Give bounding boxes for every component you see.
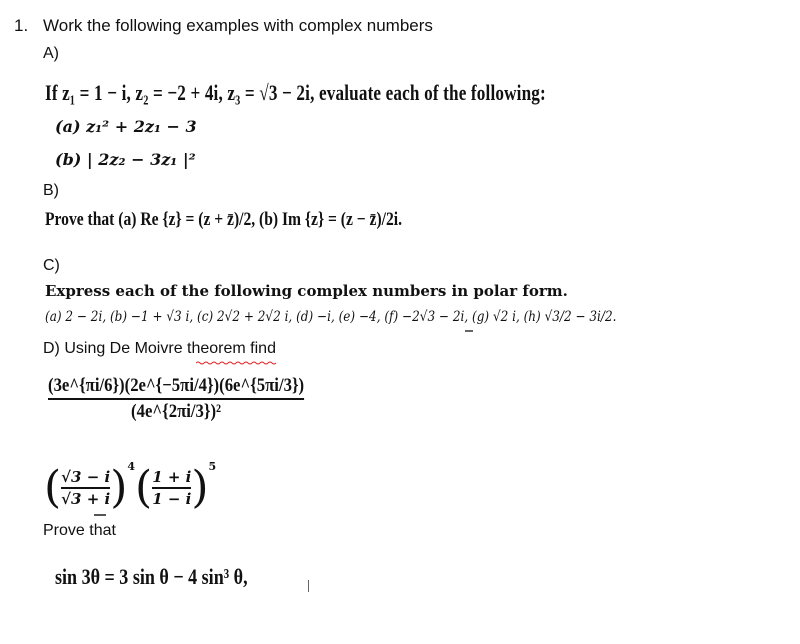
section-a-label: A) (43, 45, 59, 62)
section-b-label: B) (43, 182, 59, 199)
section-a-item-a: (a) z₁² + 2z₁ − 3 (55, 117, 197, 136)
trig-identity: sin 3θ = 3 sin θ − 4 sin³ θ, (55, 564, 248, 589)
expression-2-fraction-1-numerator: √3 − i (61, 468, 111, 487)
section-b-statement: Prove that (a) Re {z} = (z + z̄)/2, (b) Im {z} = (z − z̄)/2i. (45, 209, 402, 230)
right-paren: ) (110, 462, 128, 513)
problem-heading: Work the following examples with complex numbers (43, 16, 433, 35)
text-cursor (308, 580, 309, 592)
section-a-item-b: (b) | 2z₂ − 3z₁ |² (55, 150, 196, 169)
expression-2-exponent-2: 5 (208, 460, 217, 473)
expression-2-fraction-2-numerator: 1 + i (152, 468, 192, 487)
overline-mark (465, 330, 473, 332)
demoivre-expression-2 (44, 456, 216, 520)
left-paren: ( (135, 462, 153, 513)
problem-number: 1. (14, 16, 29, 35)
section-d-label: D) Using De Moivre theorem find (43, 340, 276, 357)
overline-mark (94, 514, 106, 516)
fraction-bar (61, 487, 110, 489)
left-paren: ( (44, 462, 62, 513)
expression-2-fraction-1 (61, 468, 110, 508)
section-a-statement: If z₁ = 1 − i, z₂ = −2 + 4i, z₃ = √3 − 2i, evaluate each of the following: (45, 80, 546, 105)
expression-1-denominator: (4e^{2πi/3})² (131, 400, 222, 422)
fraction-bar (152, 487, 191, 489)
spellcheck-underline (196, 361, 278, 365)
demoivre-expression-1 (48, 375, 304, 423)
expression-2-exponent-1: 4 (127, 460, 136, 473)
section-c-label: C) (43, 257, 60, 274)
expression-2-fraction-2 (152, 468, 191, 508)
section-c-statement: Express each of the following complex numbers in polar form. (45, 282, 568, 300)
expression-2-fraction-1-denominator: √3 + i (61, 489, 111, 508)
right-paren: ) (191, 462, 209, 513)
prove-label: Prove that (43, 522, 116, 539)
expression-1-numerator: (3e^{πi/6})(2e^{−5πi/4})(6e^{5πi/3}) (48, 375, 305, 396)
fraction-bar (48, 398, 304, 400)
expression-2-fraction-2-denominator: 1 − i (152, 489, 192, 508)
section-c-items: (a) 2 − 2i, (b) −1 + √3 i, (c) 2√2 + 2√2 i, (d) −i, (e) −4, (f) −2√3 − 2i, (g) √2 i, (h) √3/2 − 3i/2. (45, 309, 617, 325)
